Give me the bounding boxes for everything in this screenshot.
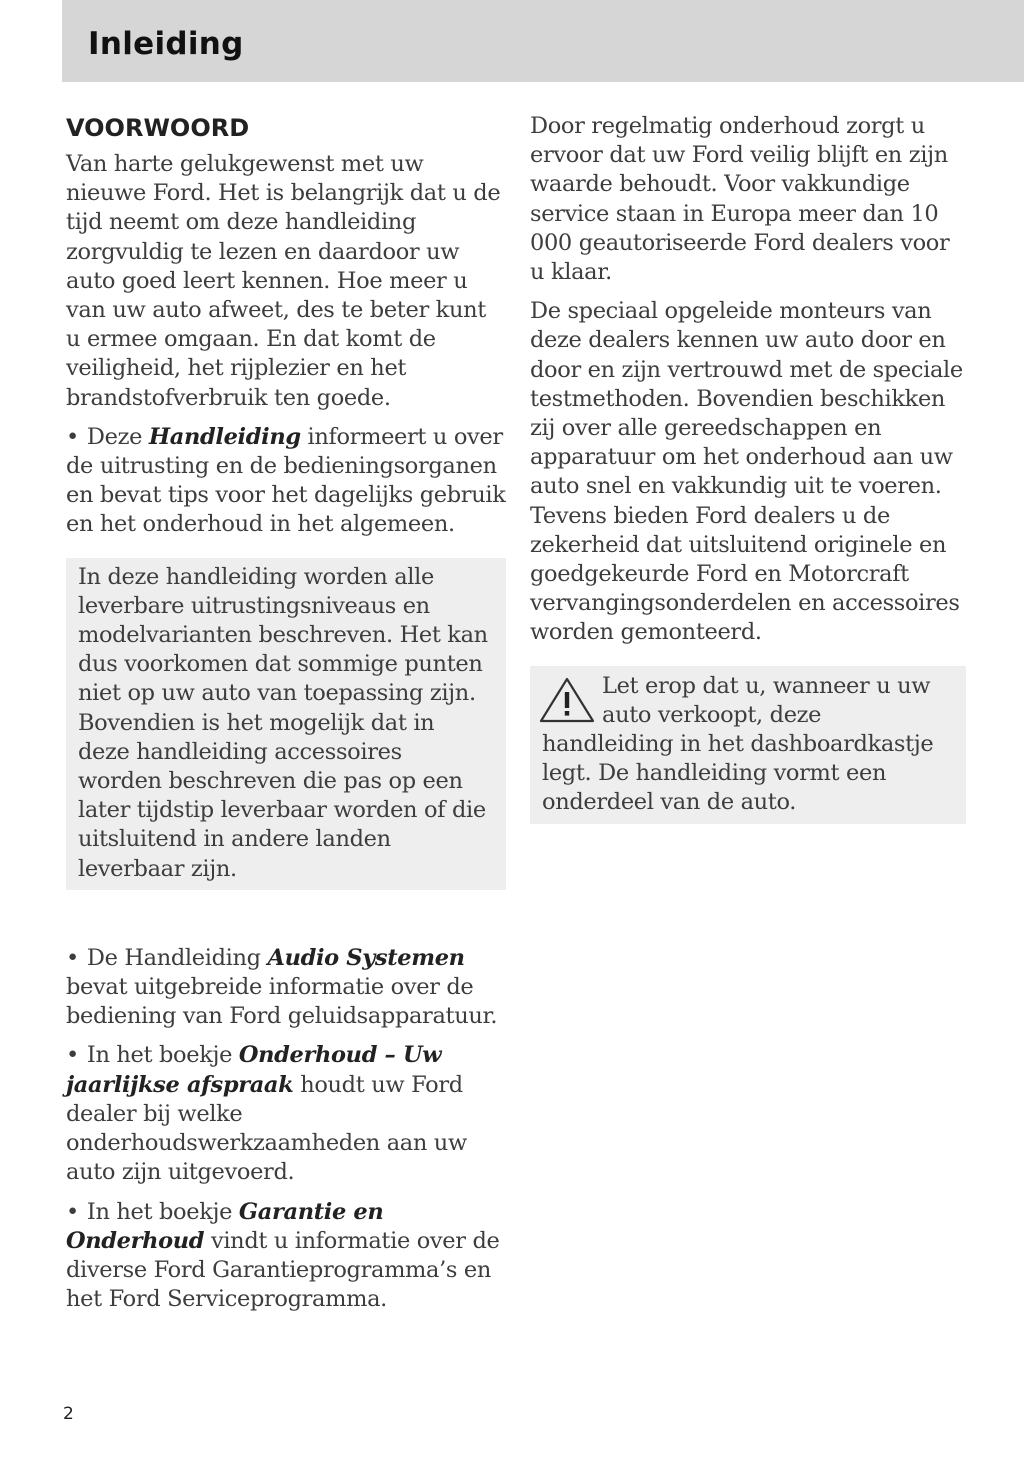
bullet-audio-systemen [66, 944, 506, 1032]
header-band [62, 0, 1024, 82]
section-heading: VOORWOORD [66, 114, 250, 142]
warning-box [530, 666, 966, 824]
bullet-icon: • [66, 423, 79, 450]
note-box [66, 558, 506, 890]
bullet-icon: • [66, 1198, 79, 1225]
page-number: 2 [63, 1404, 74, 1424]
dealer-paragraph: De speciaal opgeleide monteurs van deze dealers kennen uw auto door en door en zijn vertrouwd met de speciale testmethoden. Bovendien beschikken zij over alle gereedschappen en apparatuur om het onderhoud aan uw auto snel en vakkundig uit te voeren. Tevens bieden Ford dealers u de zekerheid dat uitsluitend originele en goedgekeurde Ford en Motorcraft vervangingsonderdelen en accessoires worden gemonteerd. [530, 298, 963, 646]
page-title: Inleiding [88, 26, 244, 62]
note-text: In deze handleiding worden alle leverbare uitrustingsniveaus en modelvarianten beschreven. Het kan dus voorkomen dat sommige punten niet op uw auto van toepassing zijn. Bovendien is het mogelijk dat in deze handleiding accessoires worden beschreven die pas op een later tijdstip leverbaar worden of die uitsluitend in andere landen leverbaar zijn. [78, 563, 488, 882]
bullet-icon: • [66, 1042, 79, 1069]
bullet-text-pre: De Handleiding [86, 944, 268, 971]
bullet-garantie [66, 1198, 506, 1315]
warning-triangle-icon [538, 676, 596, 724]
bullet-text-pre: Deze [86, 423, 149, 450]
left-column [66, 112, 506, 1324]
bullet-text-post: bevat uitgebreide informatie over de bediening van Ford geluidsapparatuur. [66, 974, 498, 1030]
warning-text: Let erop dat u, wanneer u uw auto verkoopt, deze handleiding in het dashboardkastje legt. De handleiding vormt een onderdeel van de auto. [542, 672, 934, 816]
right-column [530, 112, 966, 824]
bullet-onderhoud [66, 1041, 506, 1187]
bullet-text-pre: In het boekje [86, 1198, 239, 1225]
intro-paragraph: Van harte gelukgewenst met uw nieuwe Ford. Het is belangrijk dat u de tijd neemt om deze handleiding zorgvuldig te lezen en daardoor uw auto goed leert kennen. Hoe meer u van uw auto afweet, des te beter kunt u ermee omgaan. En dat komt de veiligheid, het rijplezier en het brandstofverbruik ten goede. [66, 151, 501, 411]
bullet-text-post: informeert u over de uitrusting en de bedieningsorganen en bevat tips voor het dagelijks gebruik en het onderhoud in het algemeen. [66, 423, 506, 538]
bullet-text-emphasis: Onderhoud – Uw jaarlijkse afspraak [66, 1042, 442, 1098]
bullet-text-emphasis: Garantie en Onderhoud [66, 1198, 384, 1254]
bullet-text-post: houdt uw Ford dealer bij welke onderhoudswerkzaamheden aan uw auto zijn uitgevoerd. [66, 1071, 467, 1186]
bullet-text-emphasis: Handleiding [148, 423, 301, 450]
bullet-icon: • [66, 944, 79, 971]
bullet-text-pre: In het boekje [86, 1042, 239, 1069]
bullet-handleiding [66, 423, 506, 540]
bullet-text-post: vindt u informatie over de diverse Ford Garantieprogramma’s en het Ford Serviceprogramma. [66, 1227, 500, 1313]
bullet-text-emphasis: Audio Systemen [267, 944, 465, 971]
maintenance-paragraph: Door regelmatig onderhoud zorgt u ervoor dat uw Ford veilig blijft en zijn waarde behoudt. Voor vakkundige service staan in Europa meer dan 10 000 geautoriseerde Ford dealers voor u klaar. [530, 113, 950, 286]
